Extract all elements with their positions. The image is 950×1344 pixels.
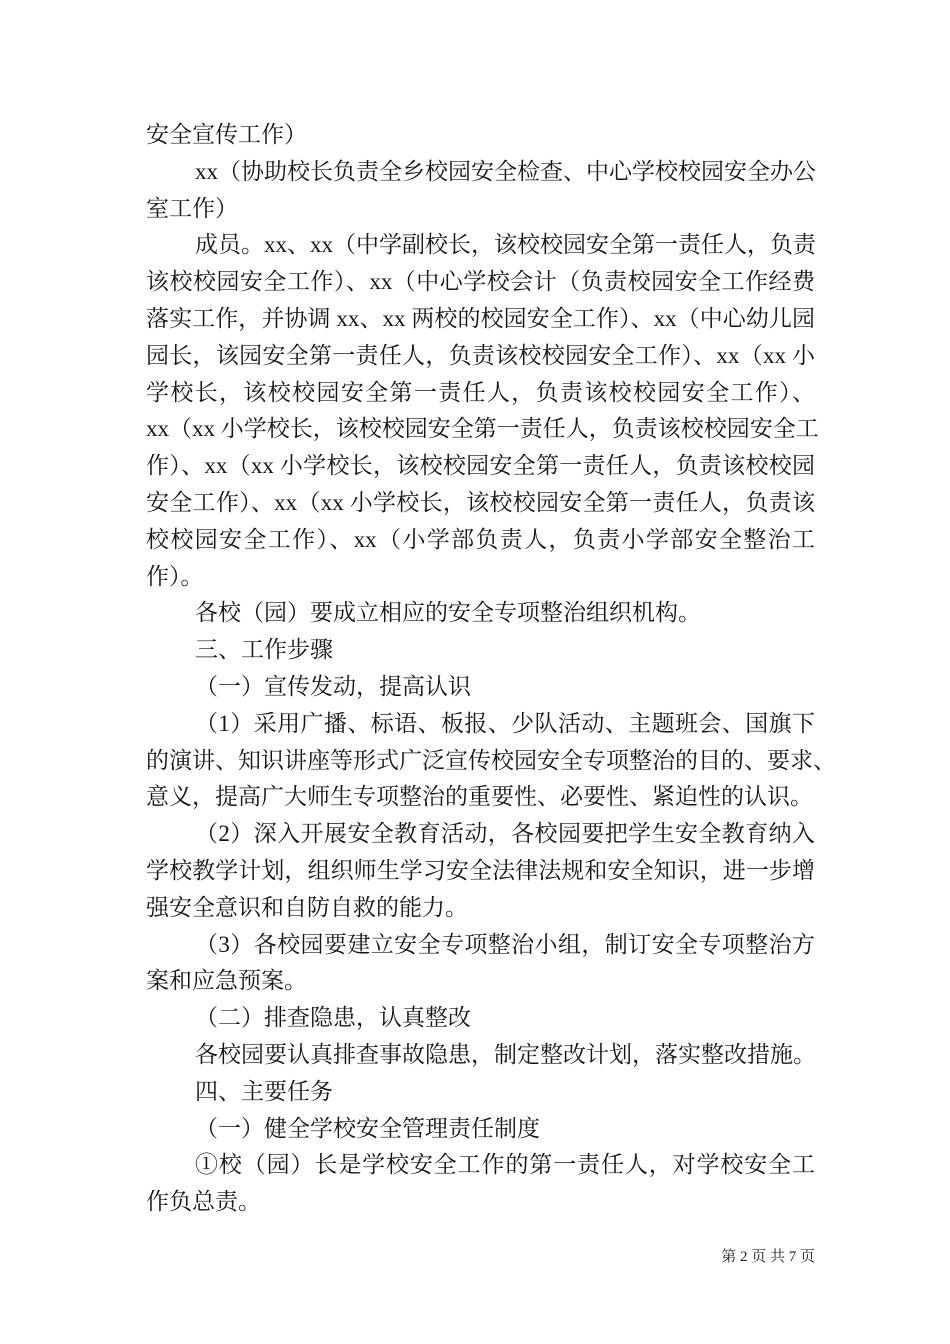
text-line: 园长，该园安全第一责任人，负责该校校园安全工作）、xx（xx 小 (146, 342, 815, 368)
text-line: 各校（园）要成立相应的安全专项整治组织机构。 (195, 600, 701, 626)
text-line: xx（xx 小学校长，该校校园安全第一责任人，负责该校校园安全工 (146, 416, 819, 442)
text-line: ①校（园）长是学校安全工作的第一责任人，对学校安全工 (195, 1152, 815, 1178)
page-footer (146, 1246, 815, 1268)
text-line: 案和应急预案。 (146, 968, 307, 994)
text-line: 该校校园安全工作）、xx（中心学校会计（负责校园安全工作经费 (146, 269, 815, 295)
text-line: 校校园安全工作）、xx（小学部负责人，负责小学部安全整治工 (146, 526, 815, 552)
text-line: （1）采用广播、标语、板报、少队活动、主题班会、国旗下 (195, 710, 815, 736)
text-line: 意义，提高广大师生专项整治的重要性、必要性、紧迫性的认识。 (146, 784, 813, 810)
page-number-label: 第 2 页 共 7 页 (721, 1249, 815, 1265)
text-line: 各校园要认真排查事故隐患，制定整改计划，落实整改措施。 (195, 1041, 816, 1067)
text-line: 安全宣传工作） (146, 122, 307, 147)
text-line: 三、工作步骤 (195, 637, 333, 663)
text-line: 作负总责。 (146, 1189, 261, 1215)
text-line: （一）宣传发动，提高认识 (195, 673, 471, 699)
text-line: 四、主要任务 (195, 1078, 333, 1104)
text-line: 强安全意识和自防自救的能力。 (146, 894, 468, 920)
text-line: 安全工作）、xx（xx 小学校长，该校校园安全第一责任人，负责该 (146, 489, 815, 515)
text-line: （二）排查隐患，认真整改 (195, 1005, 471, 1031)
text-line: （一）健全学校安全管理责任制度 (195, 1115, 540, 1141)
text-line: 室工作） (146, 195, 238, 221)
text-line: 作）、xx（xx 小学校长，该校校园安全第一责任人，负责该校校园 (146, 453, 815, 479)
text-line: 成员。xx、xx（中学副校长，该校校园安全第一责任人，负责 (195, 232, 816, 258)
text-line: 学校长，该校校园安全第一责任人，负责该校校园安全工作）、 (146, 379, 815, 405)
document-body (146, 117, 836, 1221)
text-line: xx（协助校长负责全乡校园安全检查、中心学校校园安全办公 (195, 158, 816, 184)
text-line: （3）各校园要建立安全专项整治小组，制订安全专项整治方 (195, 931, 815, 957)
text-line: 学校教学计划，组织师生学习安全法律法规和安全知识，进一步增 (146, 857, 815, 883)
text-line: 的演讲、知识讲座等形式广泛宣传校园安全专项整治的目的、要求、 (146, 747, 836, 773)
text-line: 落实工作，并协调 xx、xx 两校的校园安全工作）、xx（中心幼儿园 (146, 305, 815, 331)
text-line: （2）深入开展安全教育活动，各校园要把学生安全教育纳入 (195, 821, 815, 847)
text-line: 作）。 (146, 563, 204, 589)
